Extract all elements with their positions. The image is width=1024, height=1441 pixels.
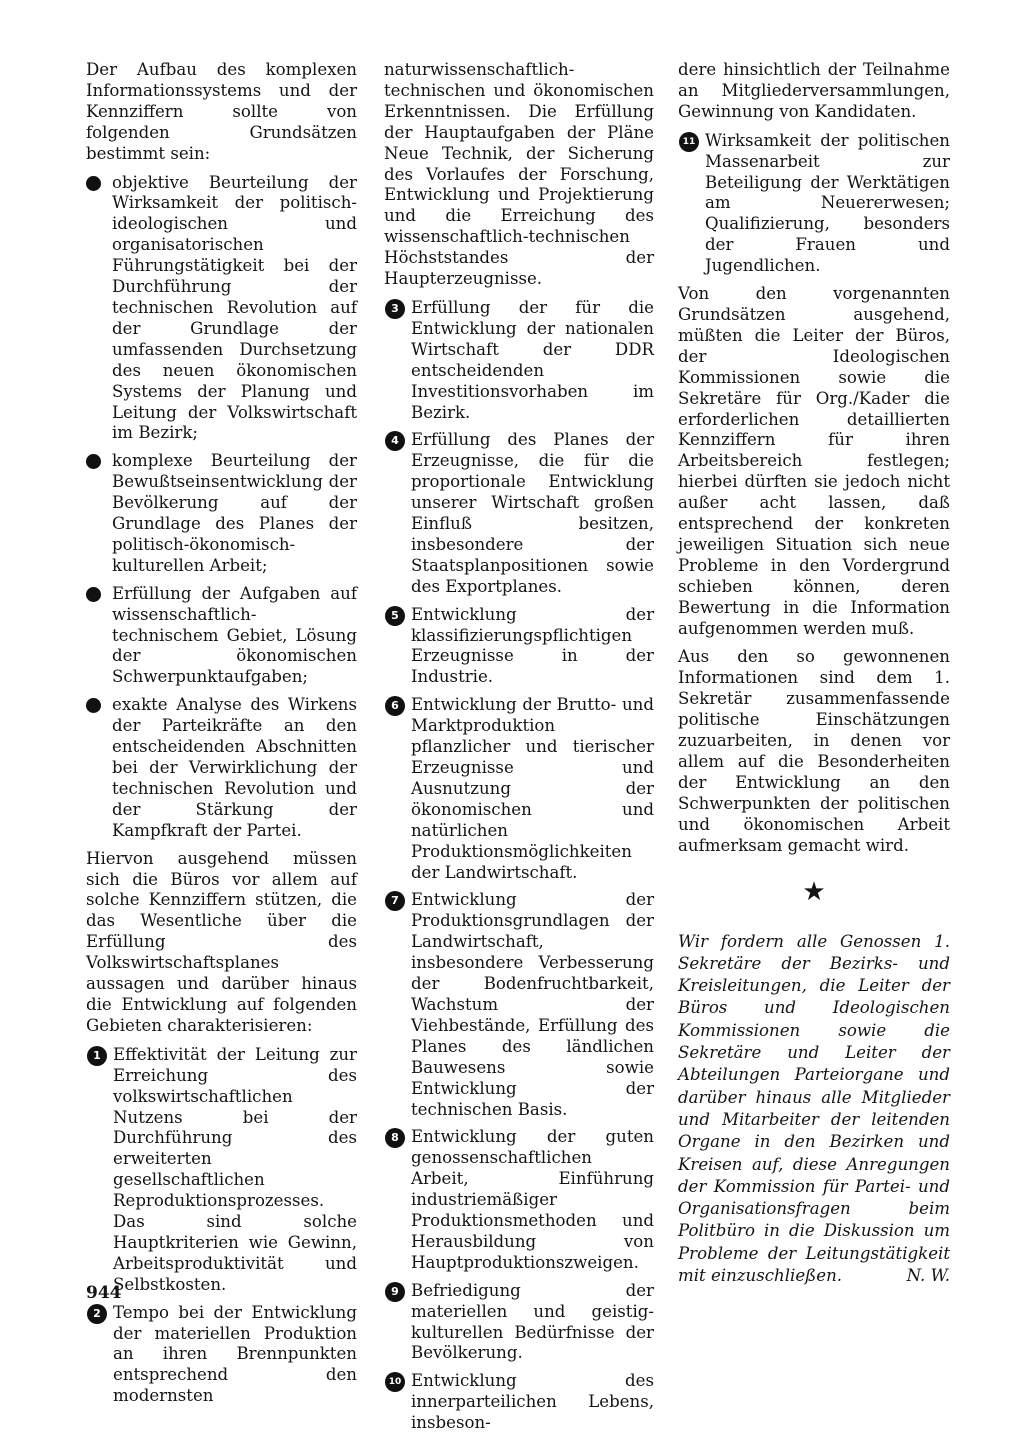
bullet-dot-icon [86,698,101,713]
column-right [678,60,950,1287]
numbered-item-text: Erfüllung der für die Entwicklung der nationalen Wirtschaft der DDR entscheidenden Investitionsvorhaben im Bezirk. [411,297,654,422]
body-paragraph: Von den vorgenannten Grundsätzen ausgehend, müßten die Leiter der Büros, der Ideologischen Kommissionen sowie die Sekretäre für Org./Kader die erforderlichen detaillierten Kennziffern für ihren Arbeitsbereich festlegen; hierbei dürften sie jedoch nicht außer acht lassen, daß entsprechend der konkreten jeweiligen Situation sich neue Probleme in den Vordergrund schieben können, deren Bewertung in die Information aufgenommen werden muß. [678,284,950,638]
number-badge-icon: 7 [385,891,405,911]
bullet-item [86,695,357,841]
numbered-item [384,890,654,1120]
numbered-item-text: Effektivität der Leitung zur Erreichung des volkswirtschaftlichen Nutzens bei der Durchführung des erweiterten gesellschaftlichen Reproduktionsprozesses. Das sind solche Hauptkriterien wie Gewinn, Arbeitsproduktivität und Selbstkosten. [113,1044,357,1294]
signature: N. W. [906,1265,950,1285]
bullet-dot-icon [86,176,101,191]
numbered-item-text: Entwicklung der Produktionsgrundlagen der Landwirtschaft, insbesondere Verbesserung der Bodenfruchtbarkeit, Wachstum der Viehbestände, Erfüllung des Planes des ländlichen Bauwesens sowie Entwicklung der technischen Basis. [411,890,654,1119]
numbered-item [384,1127,654,1273]
number-badge-icon: 10 [385,1372,405,1392]
numbered-item-text: Wirksamkeit der politischen Massenarbeit zur Beteiligung der Werktätigen am Neuererwesen; Qualifizierung, besonders der Frauen und Jugendlichen. [705,130,950,276]
number-badge-icon: 8 [385,1128,405,1148]
numbered-item-text: Erfüllung des Planes der Erzeugnisse, die für die proportionale Entwicklung unserer Wirtschaft großen Einfluß besitzen, insbesondere der Staatsplanpositionen sowie des Exportplanes. [411,430,654,596]
numbered-item [384,298,654,423]
numbered-item-text: Entwicklung der Brutto- und Marktproduktion pflanzlicher und tierischer Erzeugnisse und Ausnutzung der ökonomischen und natürlichen Produktionsmöglichkeiten der Landwirtschaft. [411,695,654,882]
number-badge-icon: 1 [87,1046,107,1066]
bullet-text: objektive Beurteilung der Wirksamkeit der politisch-ideologischen und organisatorischen Führungstätigkeit bei der Durchführung der technischen Revolution auf der Grundlage der umfassenden Durchsetzung des neuen ökonomischen Systems der Planung und Leitung der Volkswirtschaft im Bezirk; [112,172,357,443]
numbered-item-text: Tempo bei der Entwicklung der materiellen Produktion an ihren Brennpunkten entsprechend den modernsten [113,1302,357,1406]
column-left [86,60,357,1414]
number-badge-icon: 9 [385,1282,405,1302]
bullet-text: komplexe Beurteilung der Bewußtseinsentwicklung der Bevölkerung auf der Grundlage des Planes der politisch-ökonomisch-kulturellen Arbeit; [112,451,357,575]
numbered-item [384,605,654,689]
bullet-dot-icon [86,587,101,602]
numbered-item-text: Entwicklung der guten genossenschaftlichen Arbeit, Einführung industriemäßiger Produktionsmethoden und Herausbildung von Hauptproduktionszweigen. [411,1127,654,1272]
continued-paragraph: dere hinsichtlich der Teilnahme an Mitgliederversammlungen, Gewinnung von Kandidaten. [678,60,950,121]
numbered-item [86,1045,357,1296]
numbered-item [86,1303,357,1408]
intro-paragraph: Der Aufbau des komplexen Informationssystems und der Kennziffern sollte von folgenden Grundsätzen bestimmt sein: [86,60,357,163]
numbered-item-text: Befriedigung der materiellen und geistig-kulturellen Bedürfnisse der Bevölkerung. [411,1280,654,1363]
page-number: 944 [86,1283,122,1303]
number-badge-icon: 11 [679,132,699,152]
numbered-item-text: Entwicklung des innerparteilichen Lebens, insbeson- [411,1371,654,1433]
bullet-text: exakte Analyse des Wirkens der Parteikräfte an den entscheidenden Abschnitten bei der Verwirklichung der technischen Revolution und der Stärkung der Kampfkraft der Partei. [112,695,357,840]
bullet-dot-icon [86,454,101,469]
continued-paragraph: naturwissenschaftlich-technischen und ökonomischen Erkenntnissen. Die Erfüllung der Hauptaufgaben der Pläne Neue Technik, der Sicherung des Vorlaufes der Forschung, Entwicklung und Projektierung und die Erreichung des wissenschaftlich-technischen Höchststandes der Haupterzeugnisse. [384,60,654,289]
closing-appeal [678,931,950,1288]
number-badge-icon: 2 [87,1304,107,1324]
numbered-item [384,695,654,883]
bullet-item [86,173,357,445]
bullet-text: Erfüllung der Aufgaben auf wissenschaftlich-technischem Gebiet, Lösung der ökonomischen Schwerpunktaufgaben; [112,583,357,687]
numbered-item [384,430,654,597]
number-badge-icon: 4 [385,431,405,451]
numbered-item-text: Entwicklung der klassifizierungspflichtigen Erzeugnisse in der Industrie. [411,604,654,687]
number-badge-icon: 5 [385,606,405,626]
number-badge-icon: 6 [385,696,405,716]
bullet-item [86,584,357,689]
numbered-item [384,1371,654,1434]
closing-text: Wir fordern alle Genossen 1. Sekretäre der Bezirks- und Kreisleitungen, die Leiter der Büros und Ideologischen Kommissionen sowie die Sekretäre und Leiter der Abteilungen Parteiorgane und darüber hinaus alle Mitglieder und Mitarbeiter der leitenden Organe in den Bezirken und Kreisen auf, diese Anregungen der Kommission für Partei- und Organisationsfragen beim Politbüro in die Diskussion um Probleme der Leitungstätigkeit mit einzuschließen. [678,931,950,1285]
star-icon: ★ [802,876,826,907]
number-badge-icon: 3 [385,299,405,319]
numbered-item [384,1281,654,1365]
body-paragraph: Hiervon ausgehend müssen sich die Büros vor allem auf solche Kennziffern stützen, die das Wesentliche über die Erfüllung des Volkswirtschaftsplanes aussagen und darüber hinaus die Entwicklung auf folgenden Gebieten charakterisieren: [86,848,357,1035]
bullet-item [86,451,357,576]
numbered-item [678,131,950,277]
column-middle [384,60,654,1441]
body-paragraph: Aus den so gewonnenen Informationen sind dem 1. Sekretär zusammenfassende politische Einschätzungen zuzuarbeiten, in denen vor allem auf die Besonderheiten der Entwicklung an den Schwerpunkten der politischen und ökonomischen Arbeit aufmerksam gemacht wird. [678,647,950,855]
